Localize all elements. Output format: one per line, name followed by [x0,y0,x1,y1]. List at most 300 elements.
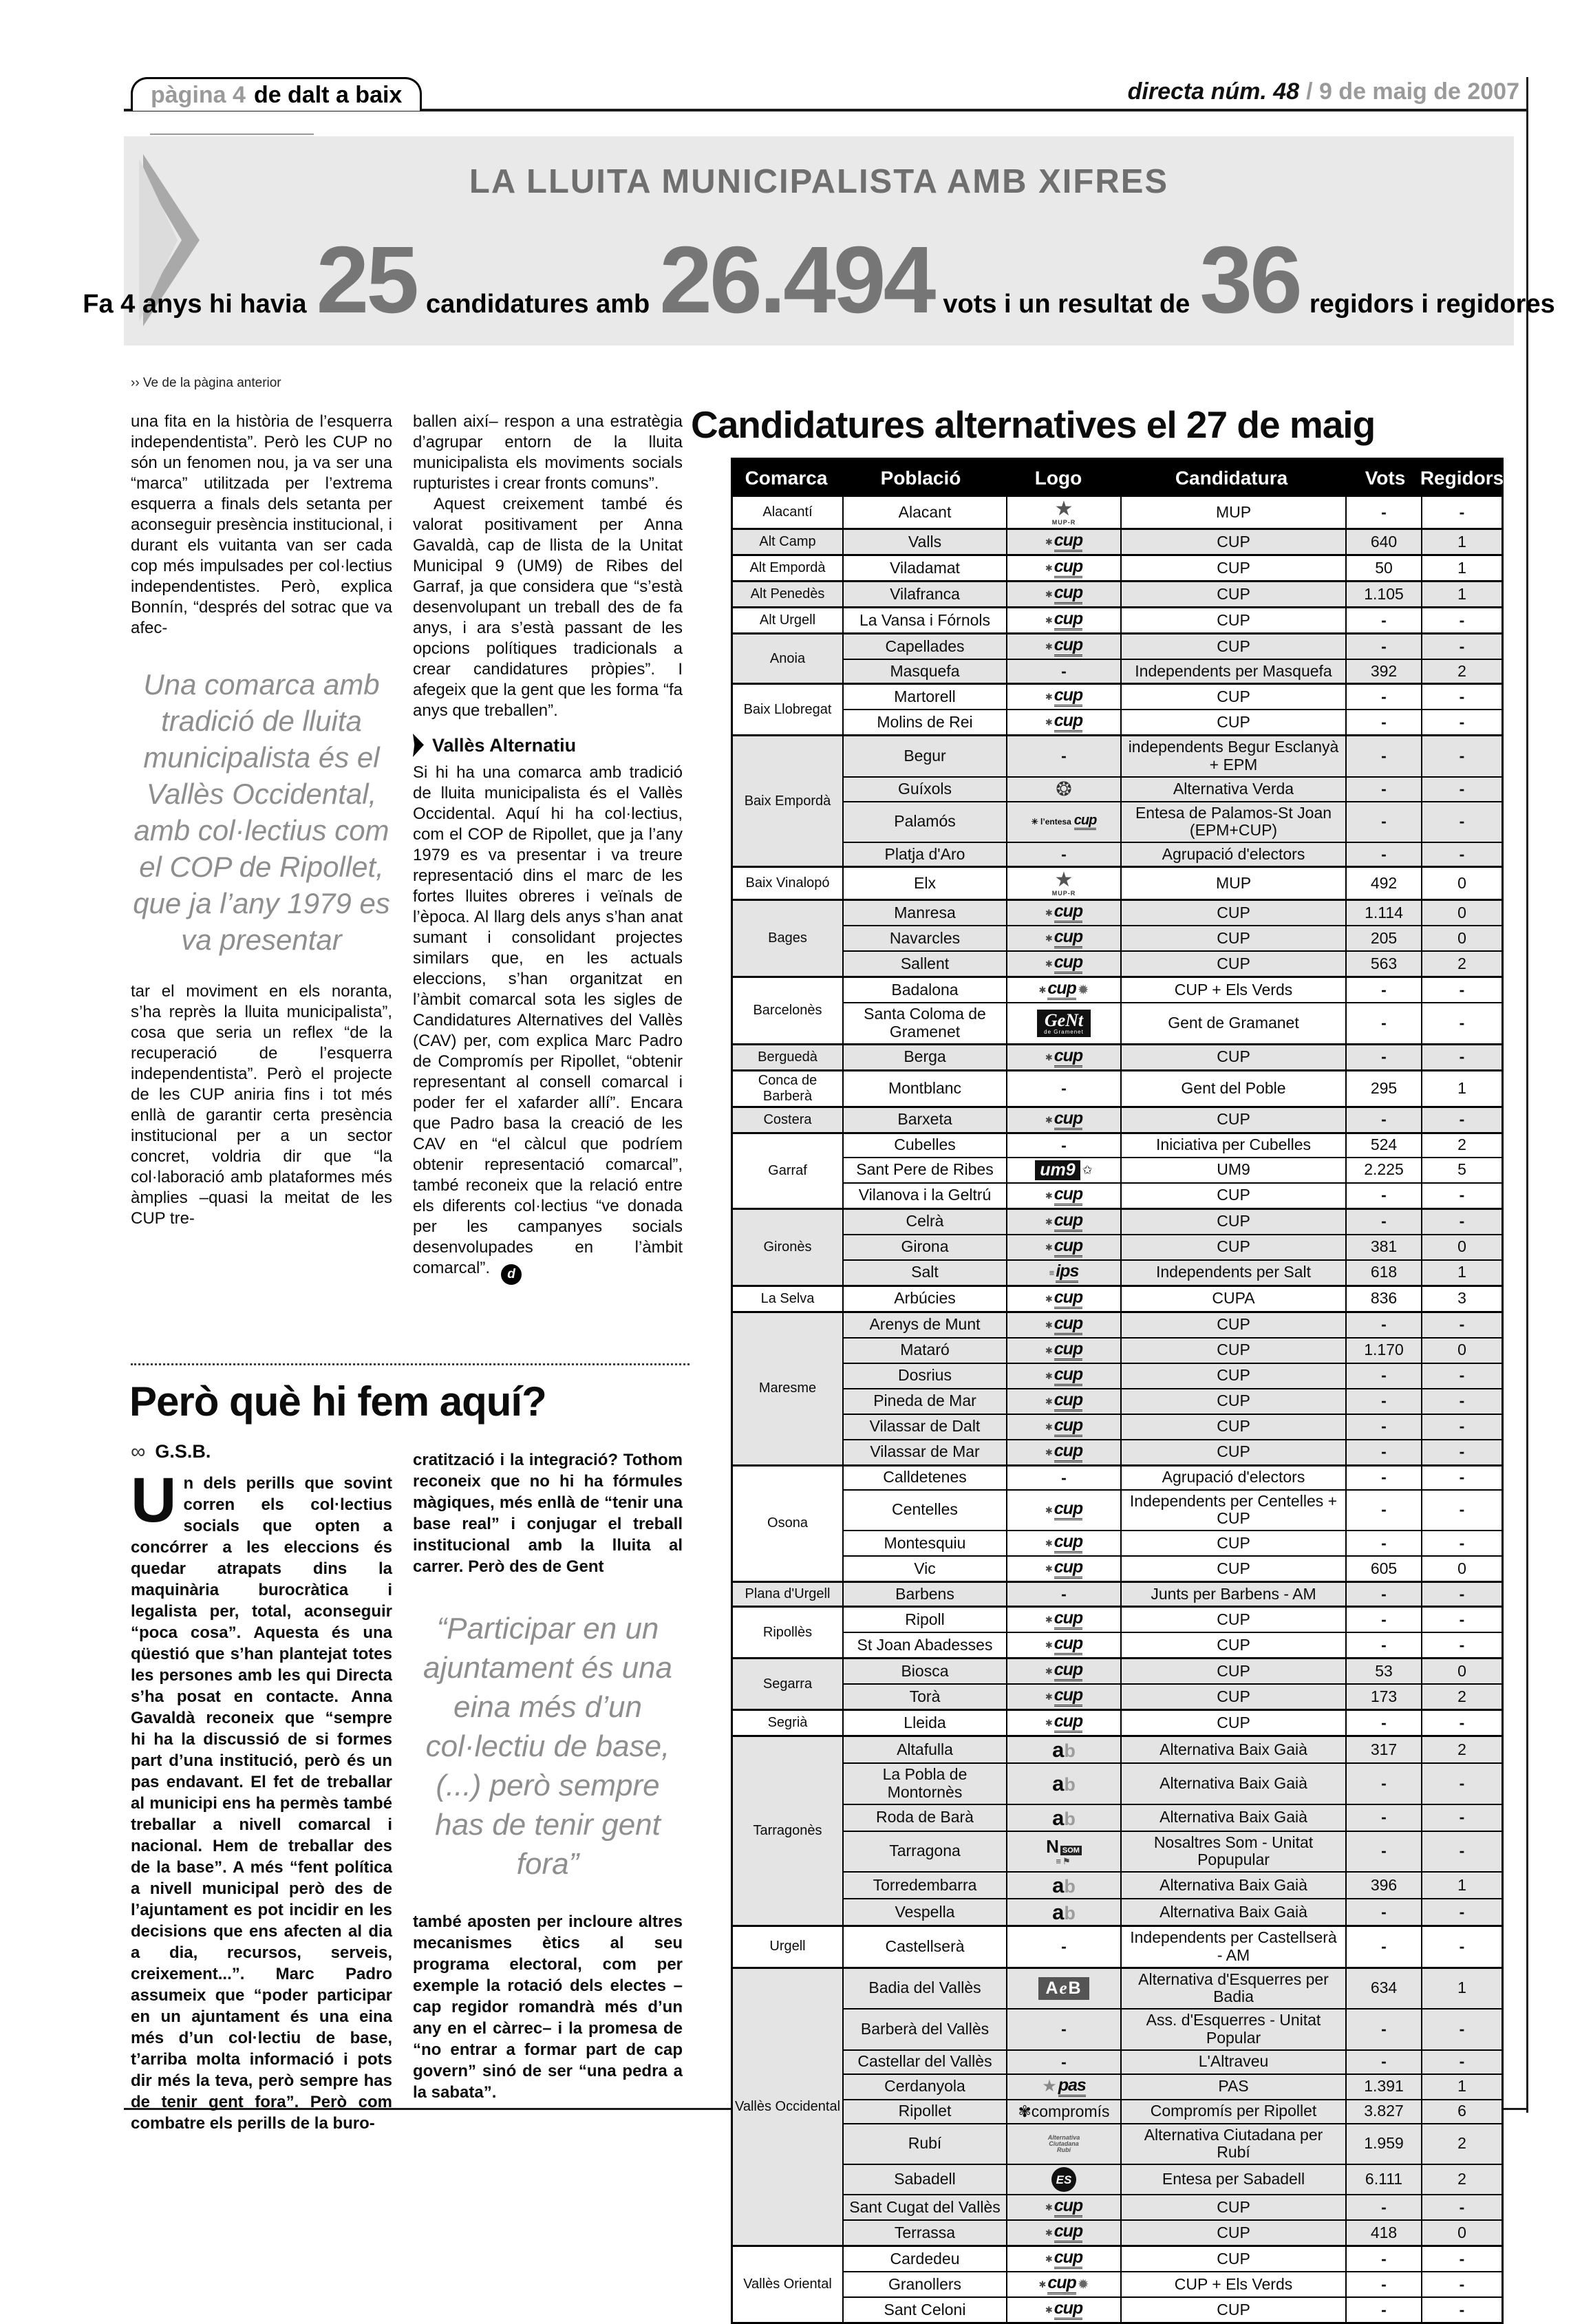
article2-byline [131,1441,211,1462]
cell-vots: - [1347,1583,1422,1606]
cell-comarca: Alacantí [733,497,844,528]
cell-vots: - [1347,1805,1422,1831]
cell-poblacio: Elx [844,868,1007,899]
table-row [844,1632,1501,1657]
cell-regidors: 0 [1457,903,1466,921]
cell-poblacio: Vilassar de Dalt [844,1415,1007,1439]
cell-candidatura: CUP [1122,1364,1347,1388]
cell-poblacio: Arenys de Munt [844,1313,1007,1337]
cell-regidors: - [1459,502,1465,521]
table-row [844,1045,1501,1069]
cell-logo [1007,660,1122,683]
cell-candidatura: MUP [1122,868,1347,899]
cell-vots: - [1347,843,1422,866]
cell-vots: - [1347,1003,1422,1043]
cell-candidatura: CUP [1122,2221,1347,2245]
cell-regidors: - [1459,1584,1465,1603]
article2-column2 [413,1449,683,2103]
cell-poblacio: Mataró [844,1339,1007,1363]
cell-poblacio: Sant Pere de Ribes [844,1158,1007,1182]
dash-logo-icon: - [1061,1079,1067,1097]
cell-logo [1007,778,1122,801]
table-group [733,1606,1501,1657]
cell-vots: - [1347,1608,1422,1632]
ab-logo-icon: a b [1052,1805,1076,1830]
cup-logo-icon: ✱ cup [1045,1417,1082,1437]
table-row [844,556,1501,580]
table-row [844,1583,1501,1606]
table-row [844,2164,1501,2194]
table-row [844,2074,1501,2099]
cell-poblacio: Centelles [844,1491,1007,1531]
cup-logo-icon: ✱ cup [1045,687,1082,707]
cup-logo-icon: ✱ cup [1045,1713,1082,1733]
cell-candidatura: CUP [1122,1557,1347,1581]
cell-vots: - [1347,1899,1422,1925]
cell-logo [1007,1235,1122,1259]
cell-candidatura: CUP [1122,2247,1347,2271]
cell-regidors: - [1459,712,1465,731]
cell-candidatura: Independents per Centelles + CUP [1122,1491,1347,1531]
drop-cap: U [131,1465,177,1535]
cell-logo [1007,1659,1122,1683]
cell-vots: - [1347,1467,1422,1489]
cell-regidors: 2 [1457,1740,1466,1758]
article1-column2 [413,412,683,1285]
table-row [844,635,1501,659]
dash-logo-icon: - [1061,747,1067,765]
cell-logo [1007,1685,1122,1709]
cell-vots: 1.391 [1347,2075,1422,2099]
cell-regidors: - [1459,1937,1465,1955]
cell-candidatura: MUP [1122,497,1347,528]
cell-logo [1007,530,1122,554]
stat-text: Fa 4 anys hi havia [83,290,307,319]
paragraph: tar el moviment en els noranta, s’ha reprès la lluita municipalista”, cosa que seria un reflex “de la recuperació de l’esquerra independentista”. Però el projecte de les CUP aniria fins i tot més enllà de garantir certa presència institucional per a un sector concret, voldria dir que “la col·laboració amb plataformes més àmplies –quasi la meitat de les CUP tre- [131,982,392,1228]
table-row [844,608,1501,632]
dash-logo-icon: - [1061,1937,1067,1956]
cell-logo [1007,1832,1122,1872]
cell-logo [1007,1158,1122,1182]
table-group [733,1106,1501,1132]
cell-logo [1007,1531,1122,1555]
table-group [733,528,1501,554]
table-group [733,1925,1501,1967]
col-header-poblacio: Població [880,467,961,489]
table-row [844,2123,1501,2164]
cell-vots: 1.114 [1347,901,1422,925]
cup-logo-icon: ✱ cup [1045,558,1082,578]
cell-regidors: 2 [1457,954,1466,972]
cell-poblacio: La Pobla de Montornès [844,1764,1007,1804]
es-logo-icon: ES [1051,2167,1076,2192]
stat-number: 25 [316,227,417,333]
cell-poblacio: Vilafranca [844,582,1007,606]
cup-logo-icon: ✱ cup [1045,1533,1082,1553]
cup-logo-icon: ✱ cup [1045,1315,1082,1335]
cell-regidors: - [1459,746,1465,765]
cell-regidors: - [1459,1392,1465,1410]
cup-logo-icon: ✱ cup [1045,1366,1082,1386]
cell-poblacio: Montesquiu [844,1531,1007,1555]
cup-logo-icon: ✱ cup [1045,1341,1082,1361]
col-header-comarca: Comarca [745,467,828,489]
cell-regidors: 0 [1457,2223,1466,2241]
cell-candidatura: Alternativa Baix Gaià [1122,1899,1347,1925]
table-row [844,659,1501,683]
cell-candidatura: CUP [1122,1389,1347,1414]
cell-candidatura: CUP [1122,901,1347,925]
cell-poblacio: Celrà [844,1210,1007,1234]
cell-poblacio: Lleida [844,1711,1007,1735]
cell-comarca: Urgell [733,1927,844,1967]
cell-regidors: - [1459,1902,1465,1921]
article2-col2-intro [413,1449,683,1577]
cell-candidatura: Independents per Castellserà - AM [1122,1927,1347,1967]
cup-logo-icon: ✱ cup [1045,532,1082,552]
table-group [733,1735,1501,1925]
cell-candidatura: Iniciativa per Cubelles [1122,1134,1347,1157]
cell-regidors: 1 [1457,2077,1466,2096]
table-row [844,1313,1501,1337]
cell-vots: 2.225 [1347,1158,1422,1182]
cell-regidors: - [1459,1417,1465,1436]
cell-regidors: 0 [1457,1559,1466,1577]
cup-logo-icon: ✱ cup [1045,2223,1082,2243]
cup-logo-icon: ✱ cup [1045,1559,1082,1579]
cell-logo [1007,608,1122,632]
cell-vots: - [1347,802,1422,842]
cell-comarca: Costera [733,1108,844,1132]
cell-logo [1007,635,1122,659]
cup-logo-icon: ✱ cup [1045,1610,1082,1630]
col-header-logo: Logo [1034,467,1082,489]
entesa-logo-icon: ✳ l’entesa cup [1032,813,1097,830]
table-group [733,1043,1501,1069]
ab-logo-icon: a b [1052,1738,1076,1762]
ab-logo-icon: a b [1052,1771,1076,1796]
cell-poblacio: Dosrius [844,1364,1007,1388]
table-row [844,1259,1501,1285]
cell-poblacio: Cardedeu [844,2247,1007,2271]
cell-logo [1007,2009,1122,2049]
table-row [844,582,1501,606]
issue-date: / 9 de maig de 2007 [1306,78,1519,105]
paragraph: una fita en la història de l’esquerra independentista”. Però les CUP no són un fenomen nou, ja va ser una “marca” utilitzada per l’extrema esquerra a finals dels setanta per aconseguir presència institucional, i durant els vuitanta van ser cada cop més impulsades per col·lectius independentistes. Però, explica Bonnín, “després del sotrac que va afec- [131,412,392,637]
byline-link-icon: ∞ [131,1440,146,1463]
article2-column1 [131,1465,392,2134]
cell-poblacio: Tarragona [844,1832,1007,1872]
dash-logo-icon: - [1061,2020,1067,2038]
cell-vots: - [1347,2195,1422,2219]
cell-logo [1007,1184,1122,1208]
cell-regidors: 2 [1457,661,1466,680]
cell-logo [1007,1764,1122,1804]
cell-logo [1007,1440,1122,1464]
cell-candidatura: Agrupació d'electors [1122,1467,1347,1489]
table-row [844,1157,1501,1182]
stat-text: regidors i regidores [1309,290,1555,319]
cell-poblacio: Vilanova i la Geltrú [844,1184,1007,1208]
cell-comarca: Gironès [733,1210,844,1285]
cell-candidatura: CUP [1122,1685,1347,1709]
continuation-note: ›› Ve de la pàgina anterior [131,376,281,390]
cell-vots: - [1347,1108,1422,1132]
cell-candidatura: CUP [1122,952,1347,976]
cell-logo [1007,926,1122,950]
cell-vots: - [1347,2009,1422,2049]
cell-poblacio: Ripoll [844,1608,1007,1632]
cell-poblacio: Badalona [844,978,1007,1002]
cup-logo-icon: ✱ cup [1045,1186,1082,1206]
cell-regidors: 1 [1457,1979,1466,1997]
cell-logo [1007,2272,1122,2296]
cell-vots: - [1347,2051,1422,2074]
cell-vots: 317 [1347,1737,1422,1762]
cell-logo [1007,2124,1122,2164]
cell-poblacio: Molins de Rei [844,710,1007,734]
cell-vots: - [1347,1184,1422,1208]
cup-logo-icon: ✱ cup [1045,1110,1082,1130]
table-row [844,1388,1501,1414]
table-row [844,1683,1501,1709]
article1-col1-top [131,412,392,639]
table-row [844,1804,1501,1831]
cell-regidors: - [1459,2249,1465,2268]
cell-vots: 1.105 [1347,582,1422,606]
table-row [844,1467,1501,1489]
cell-poblacio: Cerdanyola [844,2075,1007,2099]
cell-regidors: - [1459,1186,1465,1204]
cell-candidatura: CUP [1122,1184,1347,1208]
table-group [733,1464,1501,1581]
cupverds-logo-icon: ✱ cup ✹ [1038,980,1089,1000]
cell-logo [1007,1313,1122,1337]
cell-poblacio: Biosca [844,1659,1007,1683]
cup-logo-icon: ✱ cup [1045,1500,1082,1520]
cell-vots: - [1347,1491,1422,1531]
cell-vots: 634 [1347,1969,1422,2009]
cell-vots: - [1347,736,1422,776]
cell-vots: 418 [1347,2221,1422,2245]
cup-logo-icon: ✱ cup [1045,1047,1082,1067]
cell-logo [1007,868,1122,899]
cell-regidors: - [1459,1842,1465,1860]
cell-vots: - [1347,2247,1422,2271]
table-row [844,1831,1501,1872]
issue-info [1128,78,1519,105]
cell-poblacio: Vic [844,1557,1007,1581]
table-group [733,606,1501,632]
table-group [733,1967,1501,2246]
flag-icon [413,734,424,757]
col-header-vots: Vots [1365,467,1406,489]
cell-logo [1007,1969,1122,2009]
cell-vots: - [1347,710,1422,734]
cell-poblacio: Torredembarra [844,1873,1007,1898]
cell-logo [1007,1210,1122,1234]
cup-logo-icon: ✱ cup [1045,928,1082,948]
ips-logo-icon: ≡ ips [1049,1263,1079,1283]
cell-vots: 640 [1347,530,1422,554]
cell-logo [1007,1805,1122,1831]
pull-quote: Una comarca amb tradició de lluita municipalista és el Vallès Occidental, amb col·lectius com el COP de Ripollet, que ja l’any 1979 es va presentar [133,668,390,956]
cell-vots: - [1347,1633,1422,1657]
cell-poblacio: Sant Cugat del Vallès [844,2195,1007,2219]
table-row [844,1898,1501,1925]
article1-column1 [131,412,392,1229]
cell-logo [1007,2051,1122,2074]
cell-regidors: 2 [1457,2170,1466,2188]
table-group [733,632,1501,683]
table-group [733,1709,1501,1735]
cell-candidatura: CUP [1122,1659,1347,1683]
acr-logo-icon: Alternativa Ciutadana Rubí [1047,2133,1080,2153]
table-row [844,1659,1501,1683]
cell-comarca: Anoia [733,635,844,683]
cell-vots: - [1347,635,1422,659]
col-header-regidors: Regidors [1420,467,1504,489]
cell-logo [1007,978,1122,1002]
byline-author: G.S.B. [155,1441,211,1462]
cell-logo [1007,1873,1122,1898]
cell-regidors: - [1459,980,1465,999]
cell-regidors: - [1459,1773,1465,1792]
cup-logo-icon: ✱ cup [1045,610,1082,630]
cell-regidors: 6 [1457,2102,1466,2120]
cell-comarca: Baix Empordà [733,736,844,866]
cell-candidatura: Nosaltres Som - Unitat Popupular [1122,1832,1347,1872]
cell-regidors: 0 [1457,1341,1466,1359]
cell-logo [1007,685,1122,709]
paragraph: també aposten per incloure altres mecanismes ètics al seu programa electoral, com per exemple la rotació dels electes –cap regidor romandrà més d’un any en el càrrec– i la promesa de “no entrar a formar part de cap govern” sinó de ser “una pedra a la sabata”. [413,1912,683,2102]
table-row [844,1927,1501,1967]
table-group [733,976,1501,1043]
cell-candidatura: CUP [1122,685,1347,709]
table-group [733,554,1501,580]
cell-poblacio: Badia del Vallès [844,1969,1007,2009]
cell-comarca: Conca de Barberà [733,1072,844,1106]
cell-comarca: Baix Vinalopó [733,868,844,899]
cell-poblacio: Barbens [844,1583,1007,1606]
table-row [844,1555,1501,1581]
table-row [844,1234,1501,1259]
cell-candidatura: CUP [1122,1440,1347,1464]
table-row [844,776,1501,801]
table-row [844,1414,1501,1439]
cell-candidatura: Alternativa Baix Gaià [1122,1737,1347,1762]
cell-regidors: 5 [1457,1160,1466,1179]
table-group [733,734,1501,866]
cell-poblacio: Masquefa [844,660,1007,683]
cup-logo-icon: ✱ cup [1045,1237,1082,1257]
cup-logo-icon: ✱ cup [1045,954,1082,974]
cell-regidors: - [1459,844,1465,863]
cell-logo [1007,1003,1122,1043]
article1-col2-bottom [413,763,683,1285]
table-group [733,1581,1501,1606]
cell-logo [1007,1608,1122,1632]
cell-vots: - [1347,1045,1422,1069]
cell-candidatura: CUP [1122,1210,1347,1234]
cell-vots: 3.827 [1347,2100,1422,2123]
table-row [844,1969,1501,2009]
cell-logo [1007,1633,1122,1657]
cup-logo-icon: ✱ cup [1045,584,1082,604]
stat-number: 26.494 [659,227,934,333]
cell-regidors: 3 [1457,1289,1466,1308]
cell-logo [1007,843,1122,866]
table-group [733,1069,1501,1106]
cell-poblacio: Martorell [844,685,1007,709]
cell-candidatura: Entesa de Palamos-St Joan (EPM+CUP) [1122,802,1347,842]
cell-candidatura: Ass. d'Esquerres - Unitat Popular [1122,2009,1347,2049]
cell-regidors: 2 [1457,2134,1466,2153]
cell-vots: - [1347,978,1422,1002]
cup-logo-icon: ✱ cup [1045,1392,1082,1411]
cell-poblacio: Montblanc [844,1072,1007,1106]
cell-regidors: 0 [1457,928,1466,947]
cell-candidatura: Alternativa Baix Gaià [1122,1873,1347,1898]
cell-poblacio: Calldetenes [844,1467,1007,1489]
cell-candidatura: CUP [1122,1415,1347,1439]
paragraph: cratització i la integració? Tothom reconeix que no hi ha fórmules màgiques, més enllà de “tenir una base real” i conjugar el treball institucional amb la lluita al carrer. Però des de Gent [413,1451,683,1576]
cell-regidors: - [1459,2274,1465,2293]
table-group [733,1285,1501,1311]
table-group [733,683,1501,734]
cell-logo [1007,710,1122,734]
cell-vots: - [1347,1927,1422,1967]
ab-logo-icon: a b [1052,1900,1076,1924]
banner-stats [83,227,1555,333]
cell-candidatura: CUP [1122,1531,1347,1555]
cell-logo [1007,1467,1122,1489]
table-row [844,709,1501,734]
table-row [844,950,1501,976]
cell-regidors: 0 [1457,873,1466,892]
article1-col1-bottom [131,981,392,1229]
cell-regidors: - [1459,2052,1465,2071]
table-row [844,901,1501,925]
cell-poblacio: Platja d'Aro [844,843,1007,866]
page-number-label: pàgina 4 [151,81,246,108]
stat-number: 36 [1199,227,1300,333]
cell-regidors: - [1459,1533,1465,1552]
cell-poblacio: Altafulla [844,1737,1007,1762]
cell-candidatura: CUP [1122,926,1347,950]
cell-poblacio: Torà [844,1685,1007,1709]
article-end-icon: d [501,1264,522,1285]
av-logo-icon: ❂ [1056,778,1072,800]
cell-poblacio: Capellades [844,635,1007,659]
table-row [844,530,1501,554]
cell-comarca: Bages [733,901,844,976]
cell-candidatura: Alternativa Verda [1122,778,1347,801]
cell-regidors: - [1459,1110,1465,1129]
cell-candidatura: CUP [1122,2195,1347,2219]
cell-vots: 524 [1347,1134,1422,1157]
cell-poblacio: Begur [844,736,1007,776]
dash-logo-icon: - [1061,1585,1067,1603]
table-row [844,868,1501,899]
cell-poblacio: Barxeta [844,1108,1007,1132]
cell-poblacio: Berga [844,1045,1007,1069]
cell-poblacio: Sabadell [844,2165,1007,2194]
cell-candidatura: Alternativa Ciutadana per Rubí [1122,2124,1347,2164]
cell-logo [1007,1389,1122,1414]
cell-vots: - [1347,1364,1422,1388]
cell-regidors: 1 [1457,532,1466,551]
